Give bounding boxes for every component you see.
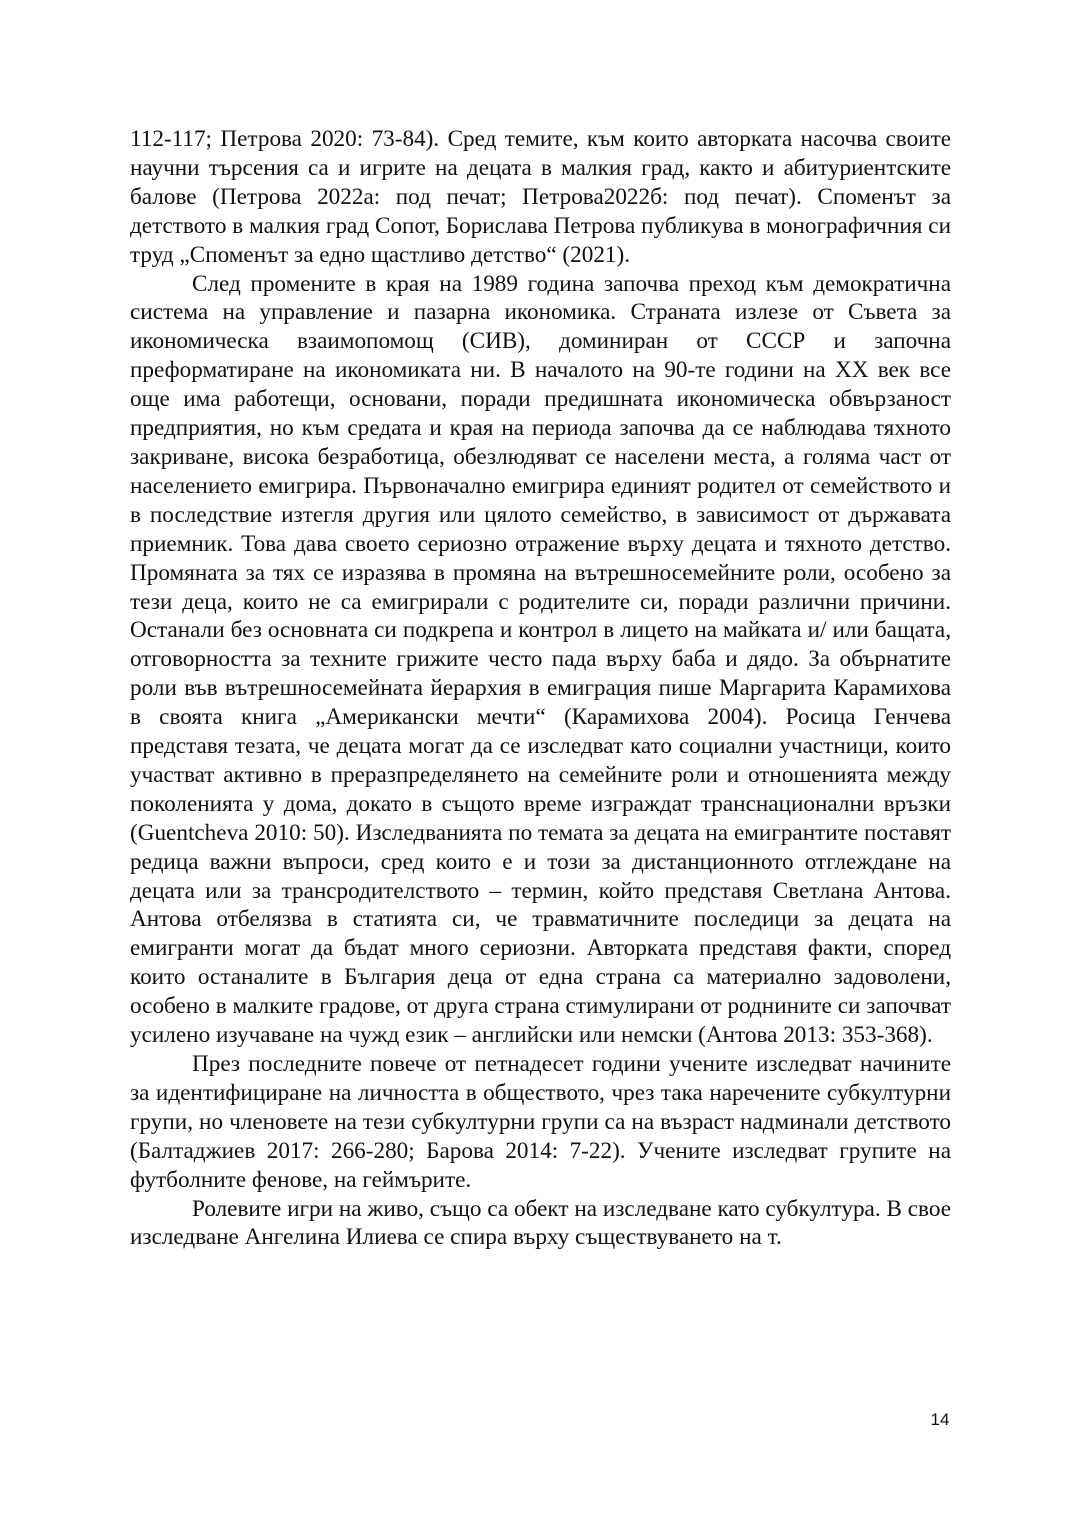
page-number: 14 — [930, 1410, 950, 1429]
paragraph-subcultures: През последните повече от петнадесет години учените изследват начините за идентифициране на личността в обществото, чрез така наречените субкултурни групи, но членовете на тези субкултурни групи са на възраст надминали детството (Балтаджиев 2017: 266-280; Барова 2014: 7-22). Учените изследват групите на футболните фенове, на геймърите. — [130, 1051, 951, 1193]
paragraph-role-games: Ролевите игри на живо, също са обект на изследване като субкултура. В свое изследване Ангелина Илиева се спира върху съществуването на т. — [130, 1195, 951, 1251]
paragraph-transition-1989: След промените в края на 1989 година започва преход към демократична система на управление и пазарна икономика. Страната излезе от Съвета за икономическа взаимопомощ (СИВ), доминиран от СССР и започна преформатиране на икономиката ни. В началото на 90-те години на XX век все още има работещи, основани, поради предишната икономическа обвързаност предприятия, но към средата и края на периода започва да се наблюдава тяхното закриване, висока безработица, обезлюдяват се населени места, а голяма част от населението емигрира. Първоначално емигрира единият родител от семейството и в последствие изтегля другия или цялото семейство, в зависимост от държавата приемник. Това дава своето сериозно отражение върху децата и тяхното детство. Промяната за тях се изразява в промяна на вътрешносемейните роли, особено за тези деца, които не са емигрирали с родителите си, поради различни причини. Останали без основната си подкрепа и контрол в лицето на майката и/ или бащата, отговорността за техните грижите често пада върху баба и дядо. За обърнатите роли във вътрешносемейната йерархия в емиграция пише Маргарита Карамихова в своята книга „Американски мечти“ (Карамихова 2004). Росица Генчева представя тезата, че децата могат да се изследват като социални участници, които участват активно в преразпределянето на семейните роли и отношенията между поколенията у дома, докато в същото време изграждат транснационални връзки (Guentcheva 2010: 50). Изследванията по темата за децата на емигрантите поставят редица важни въпроси, сред които е и този за дистанционното отглеждане на децата или за трансродителството – термин, който представя Светлана Антова. Антова отбелязва в статията си, че травматичните последици за децата на емигранти могат да бъдат много сериозни. Авторката представя факти, според които останалите в България деца от една страна са материално задоволени, особено в малките градове, от друга страна стимулирани от роднините си започват усилено изучаване на чужд език – английски или немски (Антова 2013: 353-368). — [130, 270, 951, 1049]
body-text — [130, 125, 951, 1252]
paragraph-continuation: 112-117; Петрова 2020: 73-84). Сред темите, към които авторката насочва своите научни търсения са и игрите на децата в малкия град, както и абитуриентските балове (Петрова 2022а: под печат; Петрова2022б: под печат). Споменът за детството в малкия град Сопот, Борислава Петрова публикува в монографичния си труд „Споменът за едно щастливо детство“ (2021). — [130, 126, 951, 268]
